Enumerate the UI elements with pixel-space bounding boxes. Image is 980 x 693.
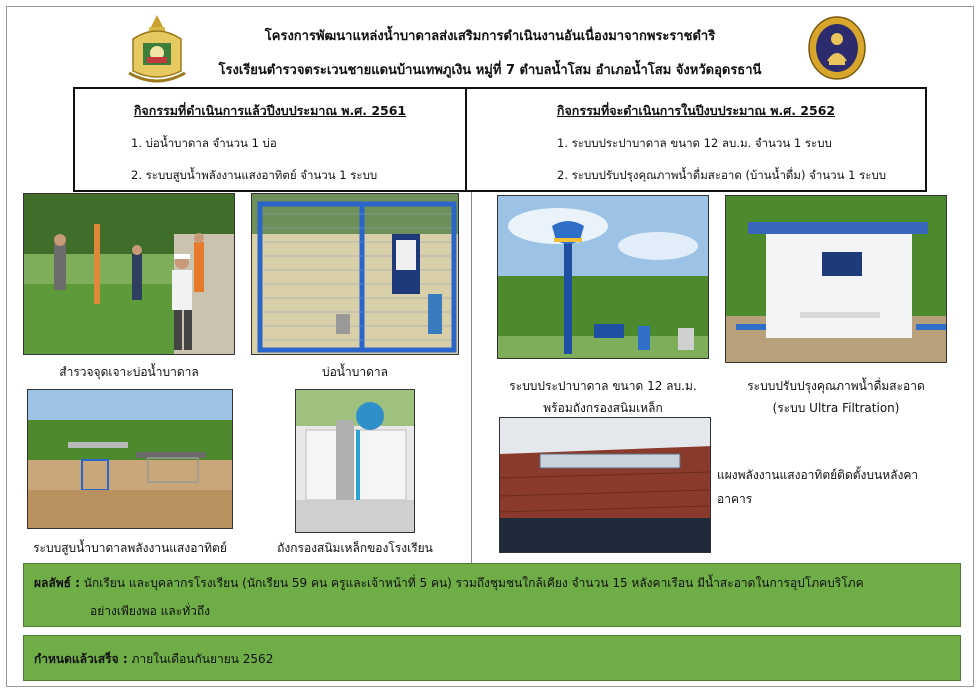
drinking-water-photo <box>725 195 947 363</box>
project-title: โครงการพัฒนาแหล่งน้ำบาดาลส่งเสริมการดำเนินงานอันเนื่องมาจากพระราชดำริ <box>264 29 716 44</box>
completed-heading: กิจกรรมที่ดำเนินการแล้วปีงบประมาณ พ.ศ. 2561 <box>133 103 407 118</box>
iron-filter-scene-icon <box>296 390 415 533</box>
iron-filter-caption: ถังกรองสนิมเหล็กของโรงเรียน <box>277 541 433 555</box>
solar-roof-photo <box>499 417 711 553</box>
solar-roof-caption <box>717 463 947 511</box>
solar-pump-scene-icon <box>28 390 233 529</box>
survey-photo <box>23 193 235 355</box>
result-text-line1: นักเรียน และบุคลากรโรงเรียน (นักเรียน 59 คน ครูและเจ้าหน้าที่ 5 คน) รวมถึงชุมชนใกล้เคียง จำนวน 15 หลังคาเรือน มีน้ำสะอาดในการอุปโภคบริโภค <box>83 576 864 590</box>
water-supply-caption-line2: พร้อมถังกรองสนิมเหล็ก <box>543 401 663 415</box>
completed-item-1: 1. บ่อน้ำบาดาล จำนวน 1 บ่อ <box>131 136 277 150</box>
water-tower-scene-icon <box>498 196 709 359</box>
deadline-value: ภายในเดือนกันยายน 2562 <box>131 652 274 666</box>
well-photo <box>251 193 459 355</box>
completed-item-2: 2. ระบบสูบน้ำพลังงานแสงอาทิตย์ จำนวน 1 ระบบ <box>131 168 378 182</box>
column-divider <box>471 192 472 564</box>
drinking-water-caption-line1: ระบบปรับปรุงคุณภาพน้ำดื่มสะอาด <box>747 379 925 393</box>
drinking-water-caption <box>721 375 951 419</box>
result-text-line2: อย่างเพียงพอ และทั่วถึง <box>90 604 210 618</box>
water-supply-photo <box>497 195 709 359</box>
deadline-label: กำหนดแล้วเสร็จ : <box>34 652 128 666</box>
solar-roof-caption-line1: แผงพลังงานแสงอาทิตย์ติดตั้งบนหลังคา <box>717 468 919 482</box>
planned-item-2: 2. ระบบปรับปรุงคุณภาพน้ำดื่มสะอาด (บ้านน้ำดื่ม) จำนวน 1 ระบบ <box>557 168 887 182</box>
well-cage-scene-icon <box>252 194 459 355</box>
solar-pump-caption: ระบบสูบน้ำบาดาลพลังงานแสงอาทิตย์ <box>33 541 227 555</box>
completed-activities-box <box>73 87 467 192</box>
result-band <box>23 563 961 627</box>
planned-activities-box <box>465 87 927 192</box>
planned-heading: กิจกรรมที่จะดำเนินการในปีงบประมาณ พ.ศ. 2562 <box>556 103 836 118</box>
deadline-row <box>34 650 273 669</box>
solar-roof-scene-icon <box>500 418 711 553</box>
water-supply-caption-line1: ระบบประปาบาดาล ขนาด 12 ลบ.ม. <box>509 379 697 393</box>
drinking-water-caption-line2: (ระบบ Ultra Filtration) <box>772 401 900 415</box>
survey-caption: สำรวจจุดเจาะบ่อน้ำบาดาล <box>59 365 199 379</box>
deadline-band <box>23 635 961 681</box>
result-label: ผลลัพธ์ : <box>34 576 80 590</box>
solar-pump-photo <box>27 389 233 529</box>
iron-filter-photo <box>295 389 415 533</box>
survey-scene-icon <box>24 194 235 355</box>
school-title: โรงเรียนตำรวจตระเวนชายแดนบ้านเทพภูเงิน หมู่ที่ 7 ตำบลน้ำโสม อำเภอน้ำโสม จังหวัดอุดรธานี <box>218 63 762 78</box>
well-caption: บ่อน้ำบาดาล <box>321 365 388 379</box>
solar-roof-caption-line2: อาคาร <box>717 492 753 506</box>
water-kiosk-scene-icon <box>726 196 947 363</box>
planned-item-1: 1. ระบบประปาบาดาล ขนาด 12 ลบ.ม. จำนวน 1 ระบบ <box>557 136 832 150</box>
page <box>6 6 974 687</box>
header <box>7 7 973 89</box>
result-line1-row <box>34 574 864 593</box>
water-supply-caption <box>477 375 729 419</box>
